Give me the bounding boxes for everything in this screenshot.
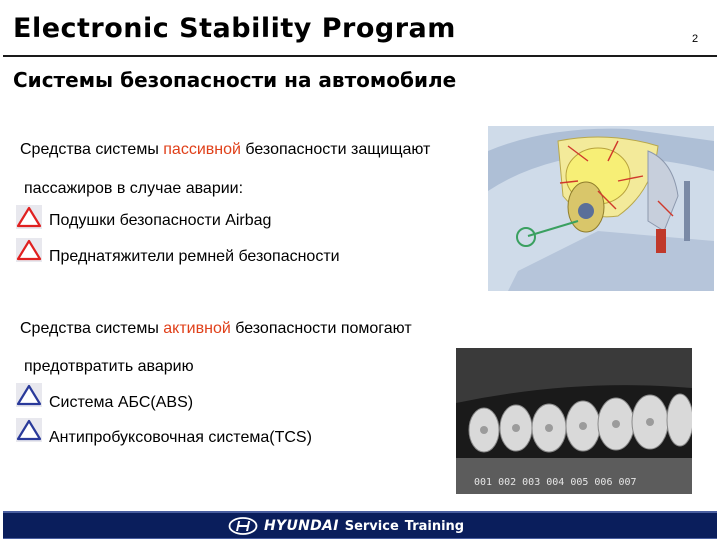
hyundai-logo-icon: [228, 517, 258, 535]
passive-intro-line: [20, 141, 430, 159]
active-intro-post: безопасности помогают: [230, 320, 412, 337]
active-intro-line2: предотвратить аварию: [24, 358, 194, 375]
wheel-timecode: 001 002 003 004 005 006 007: [474, 477, 637, 488]
warning-triangle-blue-icon: [16, 418, 42, 442]
warning-triangle-blue-icon: [16, 383, 42, 407]
passive-intro-line2: пассажиров в случае аварии:: [24, 180, 244, 197]
passive-item-airbag: Подушки безопасности Airbag: [49, 212, 272, 229]
active-item-tcs: Антипробуксовочная система(TCS): [49, 429, 312, 446]
footer-training: Training: [404, 518, 465, 534]
footer-service: Service: [344, 518, 399, 534]
page-number: 2: [692, 33, 699, 45]
slide-subtitle: Системы безопасности на автомобиле: [13, 68, 457, 92]
footer-brand: [228, 514, 464, 538]
warning-triangle-red-icon: [16, 238, 42, 262]
passive-item-pretensioners: Преднатяжители ремней безопасности: [49, 248, 340, 265]
passive-highlight: пассивной: [163, 141, 241, 158]
passive-intro-pre: Средства системы: [20, 141, 164, 158]
warning-triangle-red-icon: [16, 205, 42, 229]
active-intro-pre: Средства системы: [20, 320, 164, 337]
slide-title: Electronic Stability Program: [13, 13, 456, 44]
footer-brand-name: HYUNDAI: [264, 518, 339, 534]
passive-intro-post: безопасности защищают: [240, 141, 431, 158]
active-item-abs: Система АБС(ABS): [49, 394, 194, 411]
airbag-illustration: [488, 121, 714, 291]
wheel-sequence-photo: [456, 348, 692, 494]
active-highlight: активной: [163, 320, 231, 337]
active-intro-line: [20, 320, 412, 338]
header-divider: [3, 55, 717, 57]
